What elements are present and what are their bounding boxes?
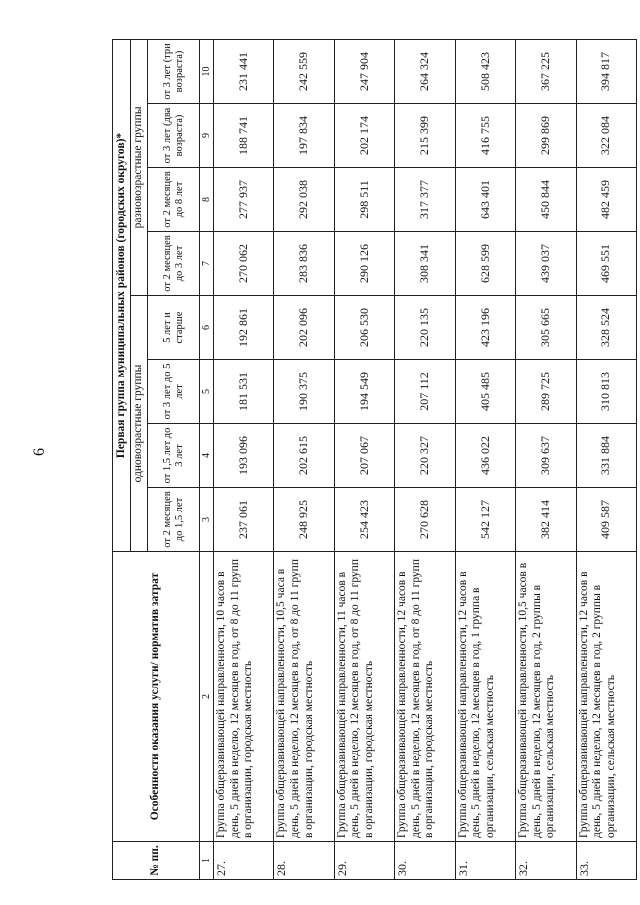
cost-value: 193 096	[214, 424, 274, 488]
row-description: Группа общеразвивающей направленности, 10,5 часа в день, 5 дней в неделю, 12 месяцев в год, от 8 до 11 групп в организации, городская местность	[274, 552, 334, 842]
cost-value: 331 884	[576, 424, 636, 488]
header-description: Особенности оказания услуги/ норматив затрат	[113, 552, 200, 842]
column-number: 7	[200, 232, 214, 296]
rotated-table-area	[112, 40, 637, 880]
table-row	[455, 39, 515, 879]
cost-value: 220 327	[395, 424, 455, 488]
cost-value: 367 225	[516, 39, 576, 103]
cost-value: 237 061	[214, 488, 274, 552]
cost-value: 628 599	[455, 232, 515, 296]
cost-value: 394 817	[576, 39, 636, 103]
header-same-age-groups: одновозрастные группы	[131, 296, 148, 552]
cost-value: 322 084	[576, 104, 636, 168]
cost-value: 270 062	[214, 232, 274, 296]
cost-value: 405 485	[455, 360, 515, 424]
column-number: 5	[200, 360, 214, 424]
cost-value: 309 637	[516, 424, 576, 488]
row-description: Группа общеразвивающей направленности, 11 часов в день, 5 дней в неделю, 12 месяцев в год, от 8 до 11 групп в организации, городская местность	[334, 552, 394, 842]
row-description: Группа общеразвивающей направленности, 10 часов в день, 5 дней в неделю, 12 месяцев в год, от 8 до 11 групп в организации, городская местность	[214, 552, 274, 842]
row-number: 29.	[334, 842, 394, 880]
row-description: Группа общеразвивающей направленности, 12 часов в день, 5 дней в неделю, 12 месяцев в год, 1 группа в организации, сельская местность	[455, 552, 515, 842]
header-col-age: от 2 месяцев до 1,5 лет	[148, 488, 200, 552]
cost-value: 289 725	[516, 360, 576, 424]
header-col-age: 5 лет и старше	[148, 296, 200, 360]
table-row	[274, 39, 334, 879]
header-municipal-group: Первая группа муниципальных районов (городских округов)*	[113, 39, 131, 551]
column-number: 1	[200, 842, 214, 880]
table-body	[214, 39, 637, 879]
cost-value: 328 524	[576, 296, 636, 360]
header-num: № пп.	[113, 842, 200, 880]
header-col-age: от 2 месяцев до 8 лет	[148, 168, 200, 232]
cost-value: 181 531	[214, 360, 274, 424]
row-description: Группа общеразвивающей направленности, 12 часов в день, 5 дней в неделю, 12 месяцев в год, 2 группы в организации, сельская местность	[576, 552, 636, 842]
row-number: 32.	[516, 842, 576, 880]
cost-value: 317 377	[395, 168, 455, 232]
cost-value: 283 836	[274, 232, 334, 296]
cost-value: 482 459	[576, 168, 636, 232]
header-mixed-age-groups: разновозрастные группы	[131, 39, 148, 295]
cost-value: 207 067	[334, 424, 394, 488]
cost-value: 643 401	[455, 168, 515, 232]
table-row	[334, 39, 394, 879]
cost-value: 215 399	[395, 104, 455, 168]
header-col-age: от 3 лет до 5 лет	[148, 360, 200, 424]
cost-value: 436 022	[455, 424, 515, 488]
row-number: 27.	[214, 842, 274, 880]
cost-value: 310 813	[576, 360, 636, 424]
page-number: 6	[31, 448, 48, 456]
cost-value: 308 341	[395, 232, 455, 296]
column-number: 10	[200, 39, 214, 103]
row-number: 33.	[576, 842, 636, 880]
row-description: Группа общеразвивающей направленности, 10,5 часов в день, 5 дней в неделю, 12 месяцев в год, 2 группы в организации, сельская местность	[516, 552, 576, 842]
cost-value: 248 925	[274, 488, 334, 552]
column-number: 3	[200, 488, 214, 552]
column-number: 2	[200, 552, 214, 842]
cost-value: 206 530	[334, 296, 394, 360]
cost-value: 247 904	[334, 39, 394, 103]
row-number: 30.	[395, 842, 455, 880]
header-col-age: от 2 месяцев до 3 лет	[148, 232, 200, 296]
cost-value: 202 615	[274, 424, 334, 488]
cost-value: 439 037	[516, 232, 576, 296]
column-number: 9	[200, 104, 214, 168]
cost-value: 469 551	[576, 232, 636, 296]
cost-value: 194 549	[334, 360, 394, 424]
row-description: Группа общеразвивающей направленности, 12 часов в день, 5 дней в неделю, 12 месяцев в год, от 8 до 11 групп в организации, городская местность	[395, 552, 455, 842]
cost-value: 264 324	[395, 39, 455, 103]
column-number: 8	[200, 168, 214, 232]
cost-value: 242 559	[274, 39, 334, 103]
column-number: 6	[200, 296, 214, 360]
cost-value: 409 587	[576, 488, 636, 552]
cost-value: 270 628	[395, 488, 455, 552]
cost-value: 508 423	[455, 39, 515, 103]
header-col-age: от 3 лет (три возраста)	[148, 39, 200, 103]
table-header	[113, 39, 214, 879]
cost-norms-table	[112, 39, 637, 880]
cost-value: 190 375	[274, 360, 334, 424]
cost-value: 416 755	[455, 104, 515, 168]
row-number: 28.	[274, 842, 334, 880]
cost-value: 231 441	[214, 39, 274, 103]
cost-value: 542 127	[455, 488, 515, 552]
cost-value: 450 844	[516, 168, 576, 232]
cost-value: 192 861	[214, 296, 274, 360]
table-row	[214, 39, 274, 879]
cost-value: 202 174	[334, 104, 394, 168]
row-number: 31.	[455, 842, 515, 880]
header-col-age: от 1,5 лет до 3 лет	[148, 424, 200, 488]
cost-value: 277 937	[214, 168, 274, 232]
cost-value: 188 741	[214, 104, 274, 168]
column-number: 4	[200, 424, 214, 488]
cost-value: 197 834	[274, 104, 334, 168]
cost-value: 292 038	[274, 168, 334, 232]
cost-value: 220 135	[395, 296, 455, 360]
cost-value: 202 096	[274, 296, 334, 360]
cost-value: 298 511	[334, 168, 394, 232]
cost-value: 290 126	[334, 232, 394, 296]
cost-value: 305 665	[516, 296, 576, 360]
header-col-age: от 3 лет (два возраста)	[148, 104, 200, 168]
cost-value: 254 423	[334, 488, 394, 552]
cost-value: 299 869	[516, 104, 576, 168]
table-row	[516, 39, 576, 879]
table-row	[576, 39, 636, 879]
cost-value: 207 112	[395, 360, 455, 424]
cost-value: 423 196	[455, 296, 515, 360]
cost-value: 382 414	[516, 488, 576, 552]
table-row	[395, 39, 455, 879]
